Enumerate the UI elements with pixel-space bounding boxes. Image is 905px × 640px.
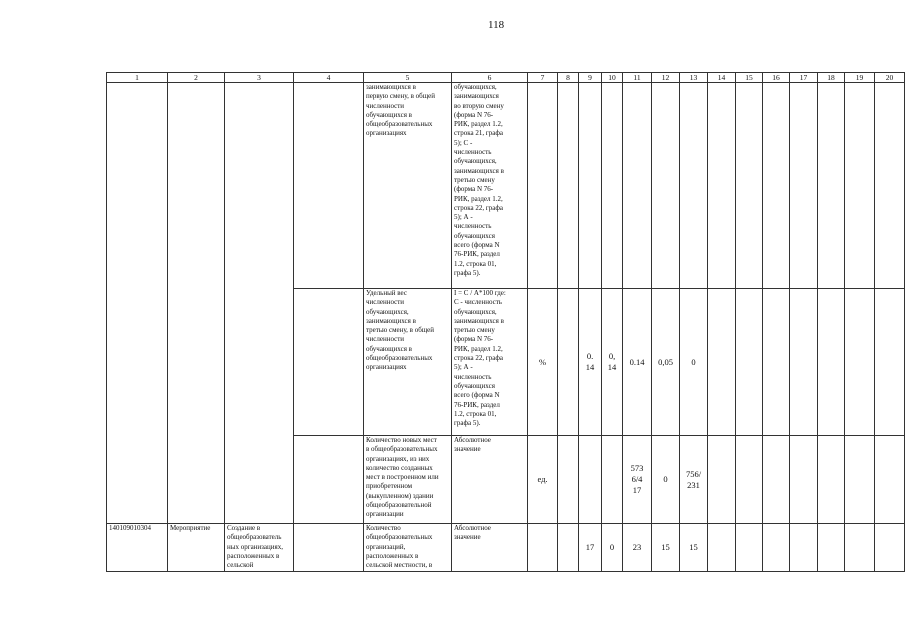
cell-c15 (736, 524, 763, 572)
cell-c4 (294, 83, 364, 289)
cell-c8 (558, 436, 579, 524)
cell-c12: 15 (652, 524, 680, 572)
cell-c8 (558, 524, 579, 572)
col-header: 18 (818, 73, 845, 83)
col-header: 19 (845, 73, 875, 83)
indicator-table (106, 72, 905, 572)
col-header: 1 (107, 73, 168, 83)
cell-code: 140109010304 (107, 524, 168, 572)
cell-c18 (818, 83, 845, 289)
header-row (107, 73, 905, 83)
cell-c20 (875, 83, 905, 289)
cell-unit (528, 524, 558, 572)
cell-c18 (818, 436, 845, 524)
col-header: 9 (579, 73, 602, 83)
cell-c17 (790, 524, 818, 572)
cell-indicator: Количество новых мест в общеобразовательных организациях, из них количество созданных мест в построенном или приобретенном (выкупленном) здании общеобразовательной организации (364, 436, 452, 524)
cell-unit (528, 83, 558, 289)
col-header: 13 (680, 73, 708, 83)
cell-c17 (790, 436, 818, 524)
cell-indicator: Количество общеобразовательных организаций, расположенных в сельской местности, в (364, 524, 452, 572)
col-header: 12 (652, 73, 680, 83)
cell-type: Мероприятие (168, 524, 225, 572)
cell-c15 (736, 83, 763, 289)
cell-c20 (875, 524, 905, 572)
cell-c16 (763, 289, 790, 436)
cell-c16 (763, 83, 790, 289)
cell-c13 (680, 83, 708, 289)
cell-c8 (558, 289, 579, 436)
cell-c19 (845, 524, 875, 572)
cell-c17 (790, 289, 818, 436)
col-header: 10 (602, 73, 623, 83)
col-header: 8 (558, 73, 579, 83)
table-row (107, 524, 905, 572)
col-header: 5 (364, 73, 452, 83)
cell-c11: 0.14 (623, 289, 652, 436)
cell-c9: 17 (579, 524, 602, 572)
cell-c14 (708, 83, 736, 289)
col-header: 4 (294, 73, 364, 83)
cell-c14 (708, 289, 736, 436)
cell-c19 (845, 436, 875, 524)
cell-method: Абсолютное значение (452, 524, 528, 572)
col-header: 11 (623, 73, 652, 83)
cell-indicator: занимающихся в первую смену, в общей численности обучающихся в общеобразовательных организациях (364, 83, 452, 289)
cell-c18 (818, 524, 845, 572)
cell-c13: 0 (680, 289, 708, 436)
col-header: 14 (708, 73, 736, 83)
cell-c12 (652, 83, 680, 289)
cell-c15 (736, 436, 763, 524)
cell-code (107, 83, 168, 524)
cell-indicator: Удельный вес численности обучающихся, занимающихся в третью смену, в общей численности обучающихся в общеобразовательных организациях (364, 289, 452, 436)
col-header: 16 (763, 73, 790, 83)
cell-c20 (875, 436, 905, 524)
cell-c11 (623, 83, 652, 289)
cell-c4 (294, 524, 364, 572)
cell-c9 (579, 83, 602, 289)
cell-c10 (602, 83, 623, 289)
cell-c20 (875, 289, 905, 436)
col-header: 3 (225, 73, 294, 83)
cell-name: Создание в общеобразователь ных организациях, расположенных в сельской (225, 524, 294, 572)
cell-c10 (602, 436, 623, 524)
cell-c16 (763, 524, 790, 572)
col-header: 7 (528, 73, 558, 83)
cell-c10: 0 (602, 524, 623, 572)
cell-c13: 756/ 231 (680, 436, 708, 524)
col-header: 6 (452, 73, 528, 83)
col-header: 15 (736, 73, 763, 83)
cell-c11: 23 (623, 524, 652, 572)
table-row (107, 83, 905, 289)
cell-c14 (708, 524, 736, 572)
cell-unit: % (528, 289, 558, 436)
cell-method: I = С / А*100 где: С - численность обучающихся, занимающихся в третью смену (форма N 76- РИК, раздел 1.2, строка 22, графа 5); А - численность обучающихся всего (форма N 76-РИК, раздел 1.2, строка 01, графа 5). (452, 289, 528, 436)
cell-c13: 15 (680, 524, 708, 572)
cell-method: Абсолютное значение (452, 436, 528, 524)
col-header: 17 (790, 73, 818, 83)
col-header: 20 (875, 73, 905, 83)
cell-c9: 0. 14 (579, 289, 602, 436)
cell-c12: 0 (652, 436, 680, 524)
cell-c8 (558, 83, 579, 289)
cell-c12: 0,05 (652, 289, 680, 436)
cell-c19 (845, 83, 875, 289)
cell-c18 (818, 289, 845, 436)
cell-c19 (845, 289, 875, 436)
cell-c10: 0, 14 (602, 289, 623, 436)
cell-c4 (294, 289, 364, 436)
cell-type (168, 83, 225, 524)
cell-c4 (294, 436, 364, 524)
cell-c15 (736, 289, 763, 436)
cell-c14 (708, 436, 736, 524)
col-header: 2 (168, 73, 225, 83)
cell-unit: ед. (528, 436, 558, 524)
cell-name (225, 83, 294, 524)
cell-c9 (579, 436, 602, 524)
cell-c17 (790, 83, 818, 289)
cell-c16 (763, 436, 790, 524)
cell-method: обучающихся, занимающихся во вторую смену (форма N 76- РИК, раздел 1.2, строка 21, графа 5); С - численность обучающихся, занимающихся в третью смену (форма N 76- РИК, раздел 1.2, строка 22, графа 5); А - численность обучающихся всего (форма N 76-РИК, раздел 1.2, строка 01, графа 5). (452, 83, 528, 289)
page-number: 118 (488, 19, 505, 31)
cell-c11: 573 6/4 17 (623, 436, 652, 524)
